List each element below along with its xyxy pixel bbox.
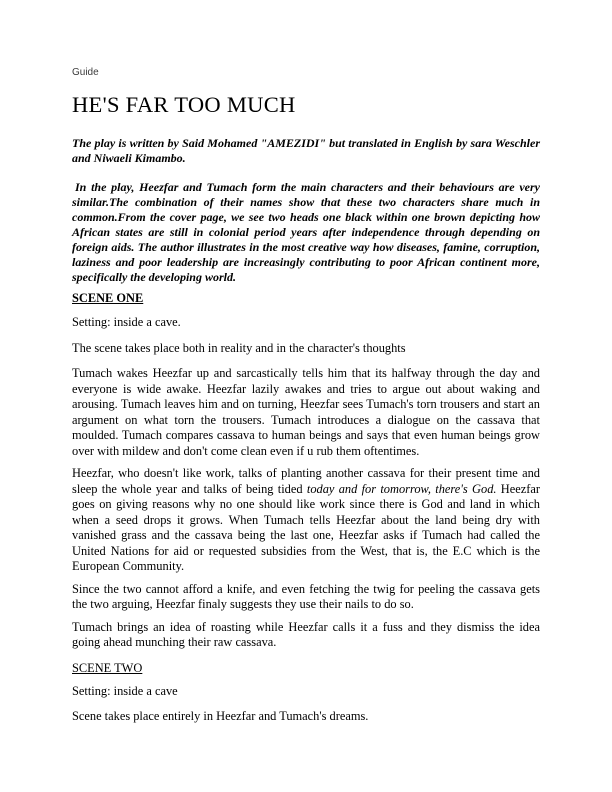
paragraph-text-regular: Heezfar goes on giving reasons why no one should like work since there is God and land in which when a seed drops it grows. When Tumach tells Heezfar about the land being dry with vanished grass and the cassava being the last one, Heezfar asks if Tumach had called the United Nations for aid or requested subsidies from the West, that is, the E.C which is the European Community.	[72, 481, 541, 573]
intro-paragraph-overview: In the play, Heezfar and Tumach form the main characters and their behaviours are very similar.The combination of their names show that these two characters share much in common.From the cover page, we see two heads one black within one brown depicting how African states are still in colonial period years after independence through depending on foreign aids. The author illustrates in the most creative way how diseases, famine, corruption, laziness and poor leadership are increasingly contributing to poor African continent more, specifically the developing world.	[72, 180, 540, 284]
scene-one-heading: SCENE ONE	[72, 291, 144, 305]
intro-paragraph-authors: The play is written by Said Mohamed "AMEZIDI" but translated in English by sara Weschler and Niwaeli Kimambo.	[72, 136, 540, 165]
document-type-label: Guide	[72, 67, 99, 78]
page-title: HE'S FAR TOO MUCH	[72, 92, 296, 117]
scene-two-setting: Setting: inside a cave	[72, 683, 178, 698]
scene-one-setting: Setting: inside a cave.	[72, 315, 181, 329]
scene-one-paragraph-3: Since the two cannot afford a knife, and even fetching the twig for peeling the cassava gets the two arguing, Heezfar finaly suggests they use their nails to do so.	[72, 581, 540, 611]
scene-one-note: The scene takes place both in reality and in the character's thoughts	[72, 340, 406, 355]
scene-one-paragraph-1: Tumach wakes Heezfar up and sarcastically tells him that its halfway through the day and everyone is wide awake. Heezfar lazily awakes and tries to argue out about waking and arousing. Tumach leaves him and on turning, Heezfar sees Tumach's torn trousers and start an argument on what torn the trousers. Tumach introduces a dialogue on the cassava that moulded. Tumach compares cassava to human beings and says that even human beings grow over with mildew and don't come clean even if u rub them oftentimes.	[72, 366, 540, 458]
scene-one-paragraph-4: Tumach brings an idea of roasting while Heezfar calls it a fuss and they dismiss the idea going ahead munching their raw cassava.	[72, 619, 540, 649]
paragraph-text-regular: Heezfar, who doesn't like work, talks of planting another cassava for their present time and sleep the whole year and talks of being tided	[72, 466, 540, 496]
paragraph-text-italic-quote: today and for tomorrow, there's God.	[306, 481, 497, 496]
scene-one-paragraph-2	[72, 466, 540, 575]
document-content	[72, 66, 540, 735]
scene-two-note: Scene takes place entirely in Heezfar and Tumach's dreams.	[72, 709, 369, 723]
scene-two-heading: SCENE TWO	[72, 660, 143, 675]
